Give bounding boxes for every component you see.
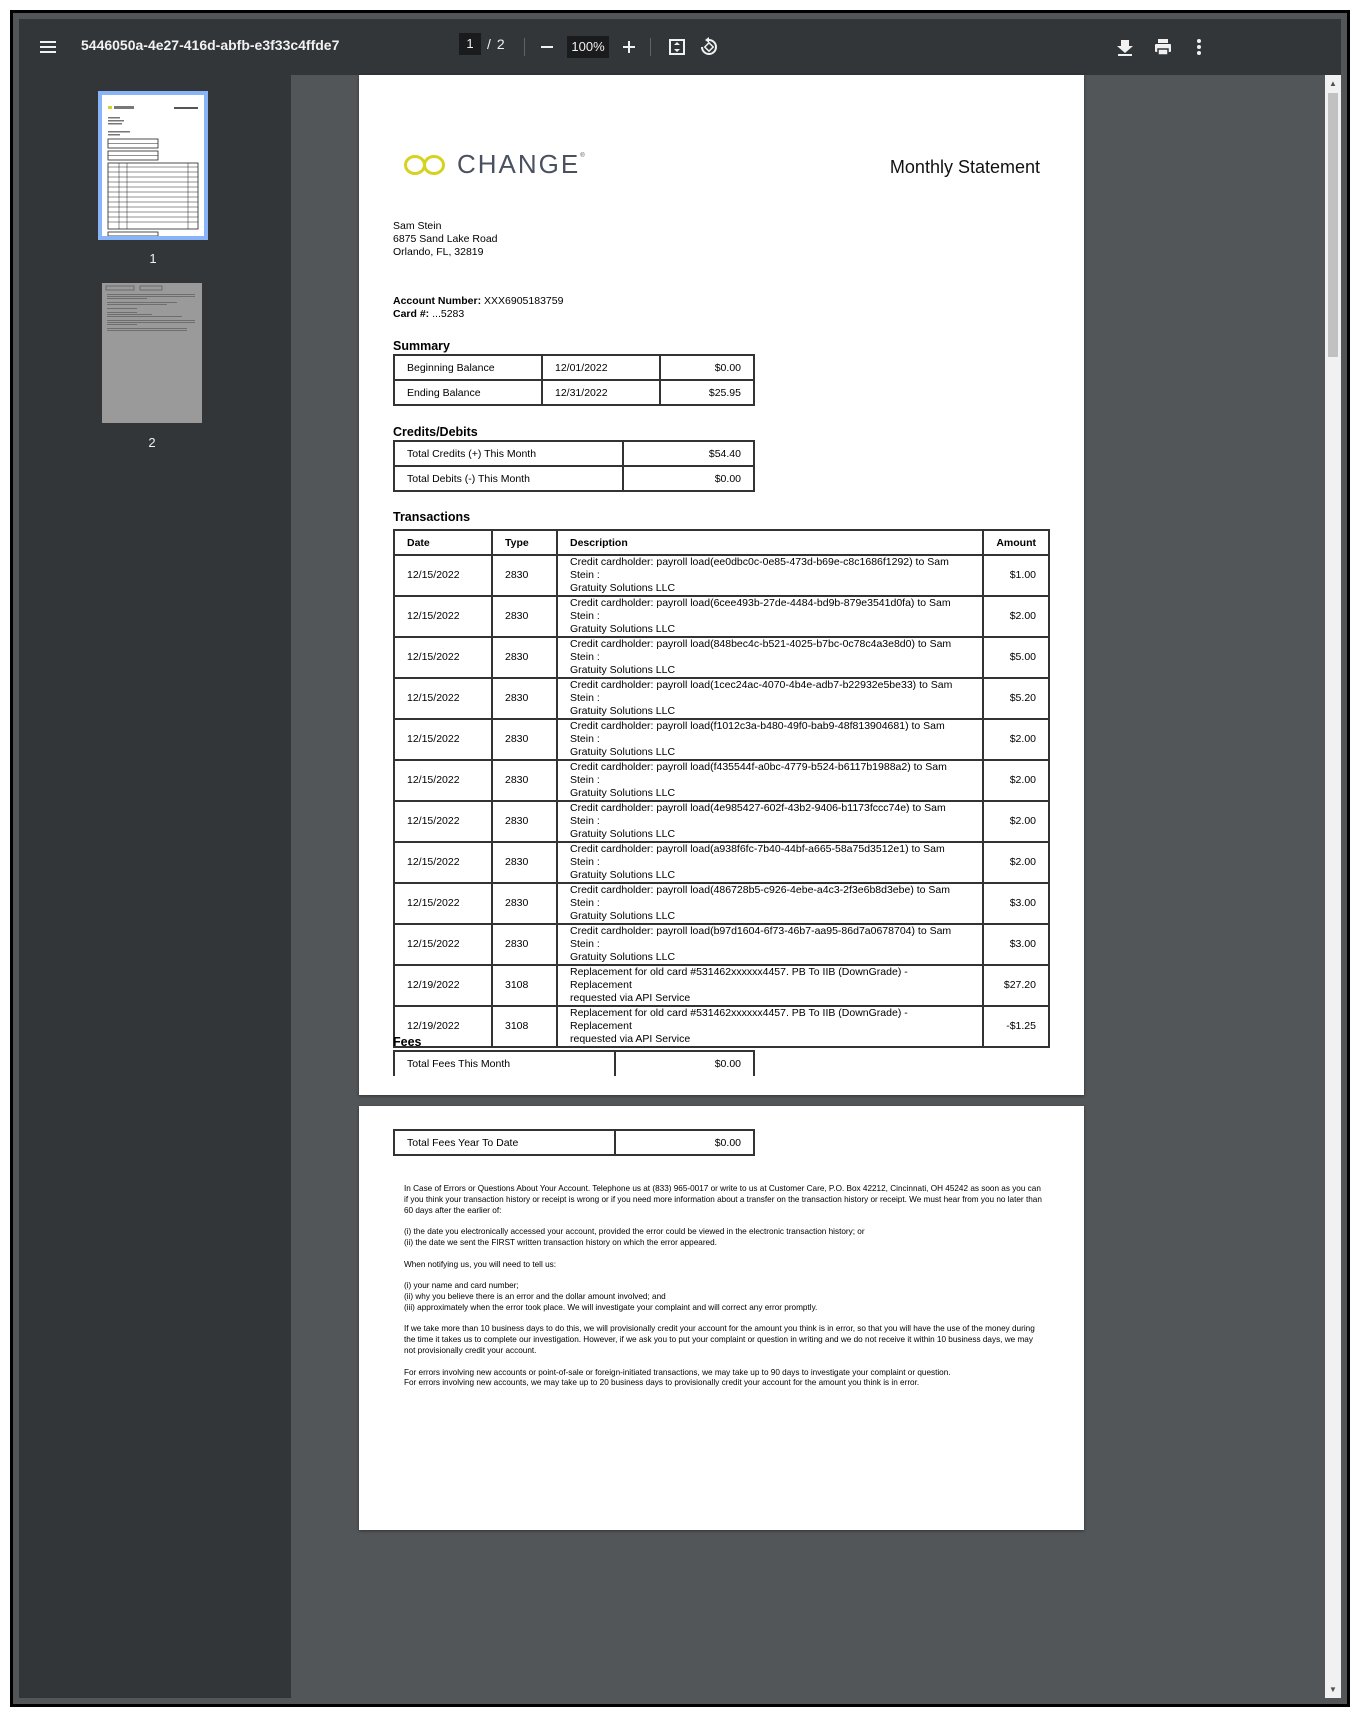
description-line-1: Replacement for old card #531462xxxxxx4457. PB To IIB (DownGrade) - Replacement [570,966,908,991]
logo-text: CHANGE [457,149,581,179]
table-row [394,596,1049,637]
legal-paragraph: (i) your name and card number; (ii) why you believe there is an error and the dollar amount involved; and (iii) approximately when the error took place. We will investigate your complaint and will correct any error promptly. [404,1281,818,1312]
pdf-viewer [19,19,1341,1698]
transaction-amount: $3.00 [983,883,1049,924]
description-line-1: Credit cardholder: payroll load(1cec24ac-4070-4b4e-adb7-b22932e5be33) to Sam Stein : [570,679,953,704]
description-line-1: Credit cardholder: payroll load(b97d1604-6f73-46b7-aa95-86d7a0678704) to Sam Stein : [570,925,952,950]
summary-date: 12/31/2022 [542,380,660,405]
column-header-type: Type [492,530,557,555]
transaction-date: 12/19/2022 [394,1006,492,1047]
transaction-amount: $2.00 [983,719,1049,760]
card-number-value: ...5283 [432,308,465,320]
rotate-icon[interactable] [695,33,723,61]
transaction-date: 12/15/2022 [394,596,492,637]
description-line-2: requested via API Service [570,1033,691,1045]
table-row [394,466,754,491]
fees-heading: Fees [393,1035,422,1049]
table-row [394,719,1049,760]
thumbnail-label-2: 2 [148,435,156,450]
credits-debits-label: Total Debits (-) This Month [394,466,623,491]
pdf-page-2 [359,1106,1084,1530]
table-row [394,883,1049,924]
vertical-scrollbar[interactable] [1325,75,1341,1698]
scroll-up-icon[interactable]: ▲ [1329,79,1337,88]
description-line-2: Gratuity Solutions LLC [570,951,676,963]
column-header-description: Description [557,530,983,555]
transaction-amount: $2.00 [983,801,1049,842]
description-line-2: Gratuity Solutions LLC [570,787,676,799]
account-number-line [393,295,563,308]
table-row [394,678,1049,719]
page-2-preview [102,283,202,423]
statement-title: Monthly Statement [889,157,1040,177]
page-1-preview [102,95,204,236]
table-row [394,1130,754,1155]
transaction-type: 2830 [492,760,557,801]
account-number-label: Account Number: [393,295,482,307]
print-icon[interactable] [1149,33,1177,61]
fees-ytd-label: Total Fees Year To Date [394,1130,615,1155]
transaction-description [557,555,983,596]
more-icon[interactable] [1185,33,1213,61]
current-page-input[interactable]: 1 [459,33,481,55]
legal-paragraph: If we take more than 10 business days to do this, we will provisionally credit your account for the amount you think is in error, so that you will have the use of the money during the time it takes us to complete our investigation. However, if we ask you to put your complaint or question in writing and we do not receive it within 10 business days, we may not provisionally credit your account. [404,1324,1035,1355]
description-line-2: Gratuity Solutions LLC [570,828,676,840]
transaction-amount: -$1.25 [983,1006,1049,1047]
transaction-type: 2830 [492,924,557,965]
zoom-in-icon[interactable] [615,33,643,61]
window-frame [10,10,1350,1707]
transaction-type: 2830 [492,842,557,883]
account-number-value: XXX6905183759 [484,295,564,307]
table-row [394,801,1049,842]
transaction-description [557,965,983,1006]
column-header-amount: Amount [983,530,1049,555]
transaction-amount: $2.00 [983,760,1049,801]
menu-icon[interactable] [35,33,63,61]
customer-street: 6875 Sand Lake Road [393,233,498,245]
transaction-type: 2830 [492,678,557,719]
credits-debits-amount: $54.40 [623,441,754,466]
viewer-toolbar [19,19,1341,75]
table-row [394,965,1049,1006]
fees-month-label: Total Fees This Month [394,1051,615,1076]
transactions-heading: Transactions [393,510,471,524]
transaction-date: 12/15/2022 [394,924,492,965]
page-thumbnail-1[interactable] [98,91,208,240]
description-line-2: requested via API Service [570,992,691,1004]
transaction-amount: $27.20 [983,965,1049,1006]
transaction-type: 2830 [492,719,557,760]
legal-disclosure [404,1184,1044,1400]
customer-city: Orlando, FL, 32819 [393,246,484,258]
transaction-date: 12/15/2022 [394,801,492,842]
transaction-description [557,801,983,842]
card-number-line [393,308,464,321]
scroll-down-icon[interactable]: ▼ [1329,1685,1337,1694]
transaction-type: 2830 [492,801,557,842]
transaction-amount: $5.00 [983,637,1049,678]
summary-amount: $25.95 [660,380,754,405]
legal-paragraph: (i) the date you electronically accessed your account, provided the error could be viewed in the electronic transaction history; or (ii) the date we sent the FIRST written transaction history on which the error appeared. [404,1227,865,1247]
summary-table [393,354,755,406]
table-row [394,760,1049,801]
transaction-type: 2830 [492,883,557,924]
transaction-date: 12/15/2022 [394,760,492,801]
logo-registered-mark: ® [580,153,585,159]
thumbnail-sidebar [19,75,291,1698]
transaction-date: 12/15/2022 [394,883,492,924]
fees-ytd-amount: $0.00 [615,1130,754,1155]
transaction-amount: $1.00 [983,555,1049,596]
transactions-table [393,529,1050,1048]
scrollbar-thumb[interactable] [1328,93,1338,357]
table-row [394,1006,1049,1047]
page-navigator [459,33,505,55]
description-line-1: Credit cardholder: payroll load(4e985427-602f-43b2-9406-b1173fccc74e) to Sam Stein : [570,802,946,827]
transaction-description [557,719,983,760]
summary-heading: Summary [393,339,450,353]
download-icon[interactable] [1111,33,1139,61]
table-row [394,555,1049,596]
toolbar-divider [650,38,651,56]
transaction-description [557,883,983,924]
transaction-description [557,924,983,965]
transaction-description [557,678,983,719]
transaction-type: 3108 [492,1006,557,1047]
transaction-description [557,760,983,801]
transaction-type: 2830 [492,596,557,637]
description-line-1: Credit cardholder: payroll load(a938f6fc-7b40-44bf-a665-58a75d3512e1) to Sam Stein : [570,843,945,868]
transaction-amount: $2.00 [983,596,1049,637]
card-number-label: Card #: [393,308,430,320]
description-line-2: Gratuity Solutions LLC [570,746,676,758]
infinity-logo-icon [403,153,447,177]
transaction-description [557,637,983,678]
transaction-description [557,842,983,883]
transaction-type: 2830 [492,555,557,596]
transaction-date: 12/15/2022 [394,678,492,719]
zoom-level-input[interactable]: 100% [567,36,609,58]
zoom-out-icon[interactable] [533,33,561,61]
description-line-2: Gratuity Solutions LLC [570,664,676,676]
toolbar-divider [524,38,525,56]
thumbnail-label-1: 1 [149,251,157,266]
credits-debits-label: Total Credits (+) This Month [394,441,623,466]
description-line-2: Gratuity Solutions LLC [570,623,676,635]
credits-debits-table [393,440,755,492]
change-logo [403,149,585,180]
summary-amount: $0.00 [660,355,754,380]
description-line-1: Credit cardholder: payroll load(f435544f-a0bc-4779-b524-b6117b1988a2) to Sam Stein : [570,761,947,786]
description-line-1: Credit cardholder: payroll load(848bec4c-b521-4025-b7bc-0c78c4a3e8d0) to Sam Stein : [570,638,952,663]
table-row [394,380,754,405]
description-line-1: Credit cardholder: payroll load(486728b5-c926-4ebe-a4c3-2f3e6b8d3ebe) to Sam Stein : [570,884,950,909]
description-line-1: Replacement for old card #531462xxxxxx4457. PB To IIB (DownGrade) - Replacement [570,1007,908,1032]
transactions-body [394,555,1049,1047]
table-row [394,355,754,380]
description-line-1: Credit cardholder: payroll load(ee0dbc0c-0e85-473d-b69e-c8c1686f1292) to Sam Stein : [570,556,949,581]
legal-paragraph: In Case of Errors or Questions About Your Account. Telephone us at (833) 965-0017 or write to us at Customer Care, P.O. Box 42212, Cincinnati, OH 45242 as soon as you can if you think your transaction history or receipt is wrong or if you need more information about a transfer on the transaction history or receipt. We must hear from you no later than 60 days after the earlier of: [404,1184,1042,1215]
transaction-date: 12/15/2022 [394,637,492,678]
description-line-2: Gratuity Solutions LLC [570,910,676,922]
summary-label: Ending Balance [394,380,542,405]
legal-paragraph: When notifying us, you will need to tell us: [404,1259,557,1269]
customer-name: Sam Stein [393,220,442,232]
summary-label: Beginning Balance [394,355,542,380]
fees-month-table [393,1050,755,1076]
transaction-amount: $2.00 [983,842,1049,883]
table-row [394,441,754,466]
credits-debits-heading: Credits/Debits [393,425,478,439]
description-line-2: Gratuity Solutions LLC [570,705,676,717]
column-header-date: Date [394,530,492,555]
legal-paragraph: For errors involving new accounts or point-of-sale or foreign-initiated transactions, we may take up to 90 days to investigate your complaint or question. For errors involving new accounts, we may take up to 20 business days to provisionally credit your account for the amount you think is in error. [404,1367,951,1388]
transaction-type: 3108 [492,965,557,1006]
transaction-type: 2830 [492,637,557,678]
table-header-row [394,530,1049,555]
credits-debits-amount: $0.00 [623,466,754,491]
description-line-1: Credit cardholder: payroll load(f1012c3a-b480-49f0-bab9-48f813904681) to Sam Stein : [570,720,945,745]
total-pages: 2 [496,36,505,52]
fees-ytd-table [393,1129,755,1156]
table-row [394,842,1049,883]
transaction-date: 12/15/2022 [394,719,492,760]
document-title: 5446050a-4e27-416d-abfb-e3f33c4ffde7 [81,37,340,53]
table-row [394,924,1049,965]
page-thumbnail-2[interactable] [102,283,202,423]
page-separator: / [487,36,491,52]
summary-date: 12/01/2022 [542,355,660,380]
table-row [394,1051,754,1076]
table-row [394,637,1049,678]
transaction-description [557,1006,983,1047]
transaction-date: 12/15/2022 [394,555,492,596]
transaction-date: 12/15/2022 [394,842,492,883]
transaction-description [557,596,983,637]
transaction-date: 12/19/2022 [394,965,492,1006]
transaction-amount: $5.20 [983,678,1049,719]
description-line-2: Gratuity Solutions LLC [570,582,676,594]
description-line-1: Credit cardholder: payroll load(6cee493b-27de-4484-bd9b-879e3541d0fa) to Sam Stein : [570,597,951,622]
fit-page-icon[interactable] [663,33,691,61]
description-line-2: Gratuity Solutions LLC [570,869,676,881]
transaction-amount: $3.00 [983,924,1049,965]
pdf-page-1 [359,75,1084,1095]
fees-month-amount: $0.00 [615,1051,754,1076]
